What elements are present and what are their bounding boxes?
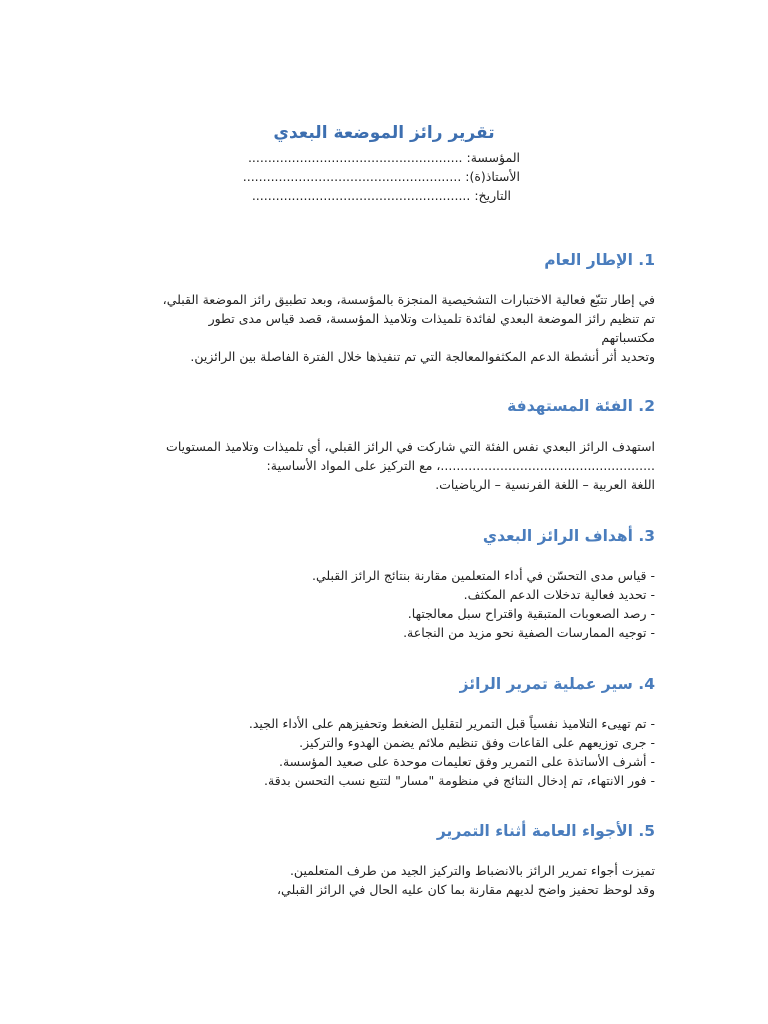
section-heading-test-process: 4. سير عملية تمرير الرائز	[459, 675, 655, 693]
list-item: - تم تهيىء التلاميذ نفسياً قبل التمرير لتقليل الضغط وتحفيزهم على الأداء الجيد.	[248, 716, 655, 731]
list-item: - جرى توزيعهم على القاعات وفق تنظيم ملائم يضمن الهدوء والتركيز.	[299, 735, 655, 750]
list-item: - فور الانتهاء، تم إدخال النتائج في منظومة "مسار" لتتبع نسب التحسن بدقة.	[264, 773, 655, 788]
section-heading-target-group: 2. الفئة المستهدفة	[507, 397, 655, 415]
section-body-general-framework	[115, 290, 655, 366]
paragraph-line: اللغة العربية – اللغة الفرنسية – الرياضيات.	[435, 477, 655, 492]
section-body-test-process	[115, 714, 655, 790]
section-body-target-group	[115, 437, 655, 494]
paragraph-line: تم تنظيم رائز الموضعة البعدي لفائدة تلميذات وتلاميذ المؤسسة، قصد قياس مدى تطور	[208, 311, 655, 326]
section-heading-atmosphere: 5. الأجواء العامة أثناء التمرير	[436, 822, 655, 840]
institution-field: المؤسسة: ......................................................	[247, 150, 520, 165]
paragraph-line: ......................................................، مع التركيز على المواد الأساسية:	[266, 458, 655, 473]
paragraph-line: وقد لوحظ تحفيز واضح لديهم مقارنة بما كان عليه الحال في الرائز القبلي،	[277, 882, 655, 897]
paragraph-line: في إطار تتبّع فعالية الاختبارات التشخيصية المنجزة بالمؤسسة، وبعد تطبيق رائز الموضعة القبلي،	[162, 292, 655, 307]
list-item: - توجيه الممارسات الصفية نحو مزيد من النجاعة.	[403, 625, 655, 640]
list-item: - تحديد فعالية تدخلات الدعم المكثف.	[463, 587, 655, 602]
document-title: تقرير رائز الموضعة البعدي	[273, 123, 495, 143]
paragraph-line: استهدف الرائز البعدي نفس الفئة التي شاركت في الرائز القبلي، أي تلميذات وتلاميذ المستويات	[166, 439, 655, 454]
paragraph-line: وتحديد أثر أنشطة الدعم المكثفوالمعالجة التي تم تنفيذها خلال الفترة الفاصلة بين الرائزين.	[190, 349, 655, 364]
teacher-field: الأستاذ(ة): .......................................................	[242, 169, 520, 184]
list-item: - قياس مدى التحسّن في أداء المتعلمين مقارنة بنتائج الرائز القبلي.	[312, 568, 655, 583]
list-item: - أشرف الأساتذة على التمرير وفق تعليمات موحدة على صعيد المؤسسة.	[279, 754, 655, 769]
paragraph-line: مكتسباتهم	[601, 330, 655, 345]
section-body-objectives	[115, 566, 655, 642]
section-heading-general-framework: 1. الإطار العام	[544, 251, 655, 269]
paragraph-line: تميزت أجواء تمرير الرائز بالانضباط والتركيز الجيد من طرف المتعلمين.	[289, 863, 655, 878]
date-field: التاريخ: .......................................................	[251, 188, 511, 203]
section-heading-objectives: 3. أهداف الرائز البعدي	[482, 527, 655, 545]
list-item: - رصد الصعوبات المتبقية واقتراح سبل معالجتها.	[407, 606, 655, 621]
section-body-atmosphere	[115, 861, 655, 899]
